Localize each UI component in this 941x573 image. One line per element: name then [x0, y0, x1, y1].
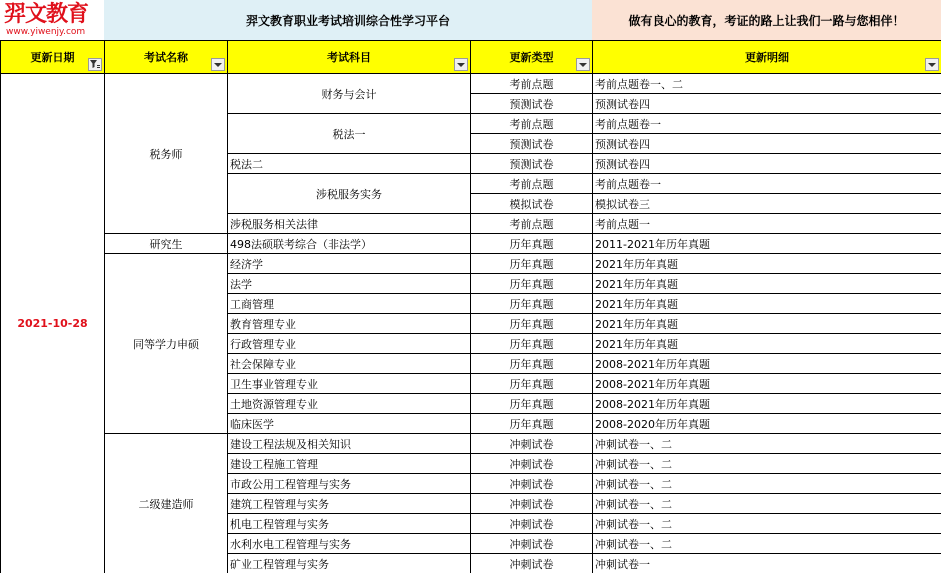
update-table: [0, 40, 941, 573]
exam-name-cell[interactable]: 研究生: [105, 234, 228, 254]
filter-active-icon[interactable]: [88, 58, 102, 71]
update-type-cell[interactable]: 冲刺试卷: [471, 434, 593, 454]
dropdown-arrow-icon[interactable]: [576, 58, 590, 71]
subject-cell[interactable]: 教育管理专业: [228, 314, 471, 334]
update-detail-cell[interactable]: 冲刺试卷一、二: [593, 494, 941, 514]
update-type-cell[interactable]: 历年真题: [471, 234, 593, 254]
update-type-cell[interactable]: 考前点题: [471, 74, 593, 94]
subject-cell[interactable]: 税法二: [228, 154, 471, 174]
update-type-cell[interactable]: 历年真题: [471, 254, 593, 274]
column-header-subject: [228, 41, 471, 74]
update-type-cell[interactable]: 历年真题: [471, 314, 593, 334]
update-detail-cell[interactable]: 2011-2021年历年真题: [593, 234, 941, 254]
update-type-cell[interactable]: 冲刺试卷: [471, 454, 593, 474]
update-type-cell[interactable]: 冲刺试卷: [471, 554, 593, 573]
column-header-detail: [593, 41, 941, 74]
update-type-cell[interactable]: 历年真题: [471, 274, 593, 294]
subject-cell[interactable]: 行政管理专业: [228, 334, 471, 354]
update-type-cell[interactable]: 考前点题: [471, 214, 593, 234]
exam-name-cell[interactable]: 税务师: [105, 74, 228, 234]
update-detail-cell[interactable]: 考前点题卷一: [593, 114, 941, 134]
update-type-cell[interactable]: 考前点题: [471, 114, 593, 134]
subject-cell[interactable]: 社会保障专业: [228, 354, 471, 374]
banner: [0, 0, 941, 40]
update-detail-cell[interactable]: 冲刺试卷一、二: [593, 454, 941, 474]
update-type-cell[interactable]: 模拟试卷: [471, 194, 593, 214]
update-type-cell[interactable]: 历年真题: [471, 334, 593, 354]
subject-cell[interactable]: 建设工程法规及相关知识: [228, 434, 471, 454]
update-detail-cell[interactable]: 2021年历年真题: [593, 314, 941, 334]
update-type-cell[interactable]: 预测试卷: [471, 154, 593, 174]
subject-cell[interactable]: 工商管理: [228, 294, 471, 314]
update-date-cell[interactable]: 2021-10-28: [1, 74, 105, 573]
update-detail-cell[interactable]: 冲刺试卷一、二: [593, 534, 941, 554]
table-row: [1, 254, 941, 274]
subject-cell[interactable]: 临床医学: [228, 414, 471, 434]
update-type-cell[interactable]: 历年真题: [471, 414, 593, 434]
column-header-label: 更新明细: [745, 51, 789, 64]
subject-cell[interactable]: 涉税服务实务: [228, 174, 471, 214]
subject-cell[interactable]: 水利水电工程管理与实务: [228, 534, 471, 554]
subject-cell[interactable]: 建筑工程管理与实务: [228, 494, 471, 514]
update-detail-cell[interactable]: 冲刺试卷一、二: [593, 474, 941, 494]
platform-title: 羿文教育职业考试培训综合性学习平台: [104, 0, 592, 40]
logo-url: www.yiwenjy.com: [6, 27, 86, 37]
update-detail-cell[interactable]: 2008-2021年历年真题: [593, 394, 941, 414]
update-type-cell[interactable]: 冲刺试卷: [471, 494, 593, 514]
update-detail-cell[interactable]: 考前点题一: [593, 214, 941, 234]
column-header-exam: [105, 41, 228, 74]
update-detail-cell[interactable]: 预测试卷四: [593, 154, 941, 174]
update-detail-cell[interactable]: 2008-2021年历年真题: [593, 354, 941, 374]
update-type-cell[interactable]: 历年真题: [471, 394, 593, 414]
column-header-label: 更新类型: [509, 51, 554, 64]
update-detail-cell[interactable]: 考前点题卷一: [593, 174, 941, 194]
column-header-date: [1, 41, 105, 74]
update-detail-cell[interactable]: 考前点题卷一、二: [593, 74, 941, 94]
logo-text: 羿文教育: [4, 1, 89, 27]
update-type-cell[interactable]: 冲刺试卷: [471, 474, 593, 494]
update-detail-cell[interactable]: 冲刺试卷一: [593, 554, 941, 573]
logo: [0, 0, 104, 40]
subject-cell[interactable]: 经济学: [228, 254, 471, 274]
update-detail-cell[interactable]: 2021年历年真题: [593, 254, 941, 274]
update-type-cell[interactable]: 历年真题: [471, 374, 593, 394]
table-row: [1, 74, 941, 94]
update-detail-cell[interactable]: 冲刺试卷一、二: [593, 514, 941, 534]
column-header-type: [471, 41, 593, 74]
update-type-cell[interactable]: 考前点题: [471, 174, 593, 194]
subject-cell[interactable]: 土地资源管理专业: [228, 394, 471, 414]
dropdown-arrow-icon[interactable]: [454, 58, 468, 71]
column-header-label: 更新日期: [30, 51, 75, 64]
column-header-label: 考试科目: [327, 51, 371, 64]
update-detail-cell[interactable]: 2021年历年真题: [593, 334, 941, 354]
update-type-cell[interactable]: 冲刺试卷: [471, 514, 593, 534]
update-type-cell[interactable]: 预测试卷: [471, 94, 593, 114]
update-detail-cell[interactable]: 模拟试卷三: [593, 194, 941, 214]
subject-cell[interactable]: 法学: [228, 274, 471, 294]
exam-name-cell[interactable]: 二级建造师: [105, 434, 228, 573]
subject-cell[interactable]: 财务与会计: [228, 74, 471, 114]
table-row: [1, 434, 941, 454]
dropdown-arrow-icon[interactable]: [925, 58, 939, 71]
table-body: [1, 74, 941, 573]
header-row: [1, 41, 941, 74]
update-detail-cell[interactable]: 冲刺试卷一、二: [593, 434, 941, 454]
column-header-label: 考试名称: [144, 51, 188, 64]
update-detail-cell[interactable]: 预测试卷四: [593, 134, 941, 154]
update-detail-cell[interactable]: 2021年历年真题: [593, 274, 941, 294]
subject-cell[interactable]: 税法一: [228, 114, 471, 154]
update-detail-cell[interactable]: 预测试卷四: [593, 94, 941, 114]
slogan: 做有良心的教育，考证的路上让我们一路与您相伴！: [592, 0, 941, 40]
update-detail-cell[interactable]: 2021年历年真题: [593, 294, 941, 314]
subject-cell[interactable]: 涉税服务相关法律: [228, 214, 471, 234]
update-type-cell[interactable]: 冲刺试卷: [471, 534, 593, 554]
subject-cell[interactable]: 建设工程施工管理: [228, 454, 471, 474]
update-detail-cell[interactable]: 2008-2020年历年真题: [593, 414, 941, 434]
update-type-cell[interactable]: 预测试卷: [471, 134, 593, 154]
dropdown-arrow-icon[interactable]: [211, 58, 225, 71]
subject-cell[interactable]: 市政公用工程管理与实务: [228, 474, 471, 494]
update-type-cell[interactable]: 历年真题: [471, 354, 593, 374]
subject-cell[interactable]: 卫生事业管理专业: [228, 374, 471, 394]
table-row: [1, 234, 941, 254]
subject-cell[interactable]: 矿业工程管理与实务: [228, 554, 471, 573]
subject-cell[interactable]: 498法硕联考综合（非法学）: [228, 234, 471, 254]
exam-name-cell[interactable]: 同等学力申硕: [105, 254, 228, 434]
update-detail-cell[interactable]: 2008-2021年历年真题: [593, 374, 941, 394]
subject-cell[interactable]: 机电工程管理与实务: [228, 514, 471, 534]
update-type-cell[interactable]: 历年真题: [471, 294, 593, 314]
